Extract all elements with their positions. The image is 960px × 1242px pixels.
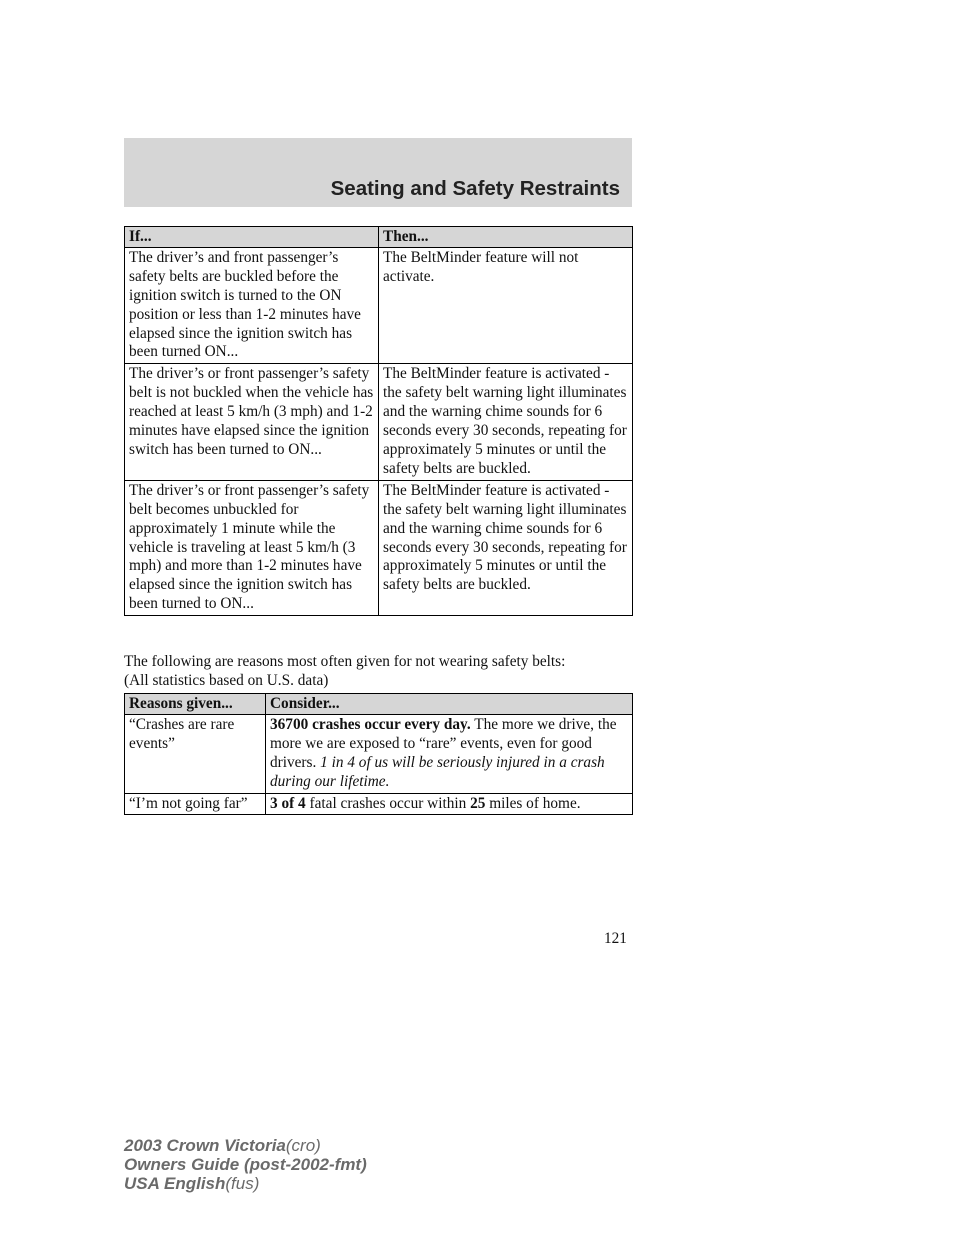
table-header-row — [125, 694, 633, 715]
footer-guide: Owners Guide (post-2002-fmt) — [124, 1155, 367, 1174]
page-number: 121 — [604, 930, 627, 947]
footer-model: 2003 Crown Victoria — [124, 1136, 286, 1155]
result-cell: The BeltMinder feature is activated - the safety belt warning light illuminates and the warning chime sounds for 6 seconds every 30 seconds, repeating for approximately 5 minutes or until the safety belts are buckled. — [379, 480, 633, 615]
reasons-intro — [124, 653, 654, 691]
document-footer — [124, 1136, 367, 1193]
table-row — [125, 793, 633, 815]
footer-language-code: (fus) — [225, 1174, 260, 1193]
intro-line: (All statistics based on U.S. data) — [124, 671, 329, 689]
footer-line — [124, 1136, 367, 1155]
reasons-table — [124, 693, 633, 815]
condition-cell: The driver’s or front passenger’s safety belt is not buckled when the vehicle has reached at least 5 km/h (3 mph) and 1-2 minutes have elapsed since the ignition switch has been turned to ON... — [125, 364, 379, 480]
condition-cell: The driver’s or front passenger’s safety belt becomes unbuckled for approximately 1 minute while the vehicle is traveling at least 5 km/h (3 mph) and more than 1-2 minutes have elapsed since the ignition switch has been turned to ON... — [125, 480, 379, 615]
footer-line — [124, 1174, 367, 1193]
footer-line — [124, 1155, 367, 1174]
column-header-reasons: Reasons given... — [125, 694, 266, 715]
consider-cell — [266, 793, 633, 815]
consider-cell — [266, 714, 633, 793]
table-row — [125, 714, 633, 793]
statistic-bold: 25 — [470, 794, 486, 812]
statistic-bold: 36700 crashes occur every day. — [270, 715, 471, 733]
beltminder-table — [124, 226, 633, 616]
column-header-consider: Consider... — [266, 694, 633, 715]
column-header-then: Then... — [379, 227, 633, 248]
table-row — [125, 247, 633, 363]
reason-cell: “Crashes are rare events” — [125, 714, 266, 793]
table-row — [125, 364, 633, 480]
footer-model-code: (cro) — [285, 1136, 321, 1155]
condition-cell: The driver’s and front passenger’s safety belts are buckled before the ignition switch is turned to the ON position or less than 1-2 minutes have elapsed since the ignition switch has been turned ON... — [125, 247, 379, 363]
consider-text: The more we drive, the more we are exposed to “rare” events, even for good drivers. — [270, 715, 617, 771]
consider-text: fatal crashes occur within — [309, 794, 467, 812]
intro-line: The following are reasons most often given for not wearing safety belts: — [124, 653, 566, 670]
table-header-row — [125, 227, 633, 248]
footer-language: USA English — [124, 1174, 226, 1193]
section-header-band — [124, 138, 632, 207]
result-cell: The BeltMinder feature is activated - the safety belt warning light illuminates and the warning chime sounds for 6 seconds every 30 seconds, repeating for approximately 5 minutes or until the safety belts are buckled. — [379, 364, 633, 480]
reason-cell: “I’m not going far” — [125, 793, 266, 815]
column-header-if: If... — [125, 227, 379, 248]
consider-text: miles of home. — [489, 794, 581, 812]
section-title: Seating and Safety Restraints — [330, 177, 620, 200]
table-row — [125, 480, 633, 615]
result-cell: The BeltMinder feature will not activate. — [379, 247, 633, 363]
statistic-italic: 1 in 4 of us will be seriously injured in a crash during our lifetime. — [270, 753, 605, 790]
statistic-bold: 3 of 4 — [270, 794, 306, 812]
